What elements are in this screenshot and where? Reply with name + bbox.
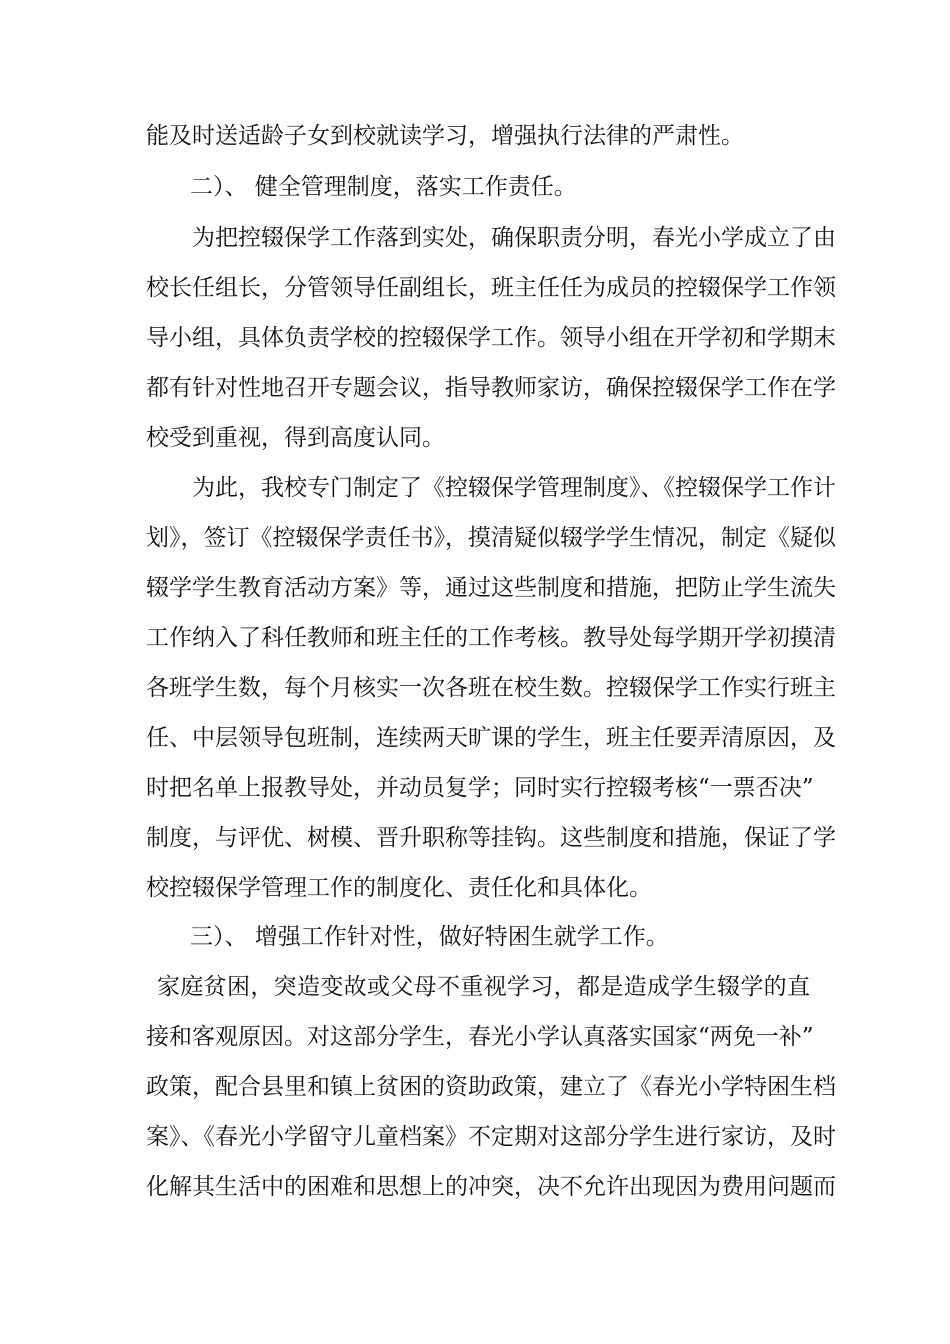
paragraph-line: 导小组，具体负责学校的控辍保学工作。领导小组在开学初和学期末: [146, 325, 836, 351]
paragraph-line: 划》，签订《控辍保学责任书》，摸清疑似辍学学生情况，制定《疑似: [146, 525, 836, 551]
paragraph-line: 各班学生数，每个月核实一次各班在校生数。控辍保学工作实行班主: [146, 675, 836, 701]
paragraph-line: 家庭贫困，突造变故或父母不重视学习，都是造成学生辍学的直: [157, 974, 810, 1000]
paragraph-line: 制度，与评优、树模、晋升职称等挂钩。这些制度和措施，保证了学: [146, 825, 836, 851]
paragraph-line: 工作纳入了科任教师和班主任的工作考核。教导处每学期开学初摸清: [146, 625, 836, 651]
paragraph-line: 能及时送适龄子女到校就读学习，增强执行法律的严肃性。: [146, 123, 744, 149]
paragraph-line: 任、中层领导包班制，连续两天旷课的学生，班主任要弄清原因，及: [146, 725, 836, 751]
paragraph-line: 接和客观原因。对这部分学生，春光小学认真落实国家“两免一补”: [146, 1024, 814, 1050]
paragraph-line: 校长任组长，分管领导任副组长，班主任任为成员的控辍保学工作领: [146, 275, 836, 301]
paragraph-line: 校控辍保学管理工作的制度化、责任化和具体化。: [146, 875, 652, 901]
paragraph-line: 时把名单上报教导处，并动员复学；同时实行控辍考核“一票否决”: [146, 775, 814, 801]
paragraph-line: 案》、《春光小学留守儿童档案》不定期对这部分学生进行家访，及时: [146, 1124, 836, 1150]
section-heading: 二）、 健全管理制度，落实工作责任。: [190, 174, 577, 200]
paragraph-line: 校受到重视，得到高度认同。: [146, 425, 445, 451]
paragraph-line: 为此，我校专门制定了《控辍保学管理制度》、《控辍保学工作计: [192, 475, 836, 501]
paragraph-line: 都有针对性地召开专题会议，指导教师家访，确保控辍保学工作在学: [146, 375, 836, 401]
paragraph-line: 辍学学生教育活动方案》等，通过这些制度和措施，把防止学生流失: [146, 575, 836, 601]
paragraph-line: 政策，配合县里和镇上贫困的资助政策，建立了《春光小学特困生档: [146, 1074, 836, 1100]
section-heading: 三）、 增强工作针对性，做好特困生就学工作。: [190, 924, 669, 950]
paragraph-line: 为把控辍保学工作落到实处，确保职责分明，春光小学成立了由: [192, 225, 836, 251]
paragraph-line: 化解其生活中的困难和思想上的冲突，决不允许出现因为费用问题而: [146, 1174, 836, 1200]
